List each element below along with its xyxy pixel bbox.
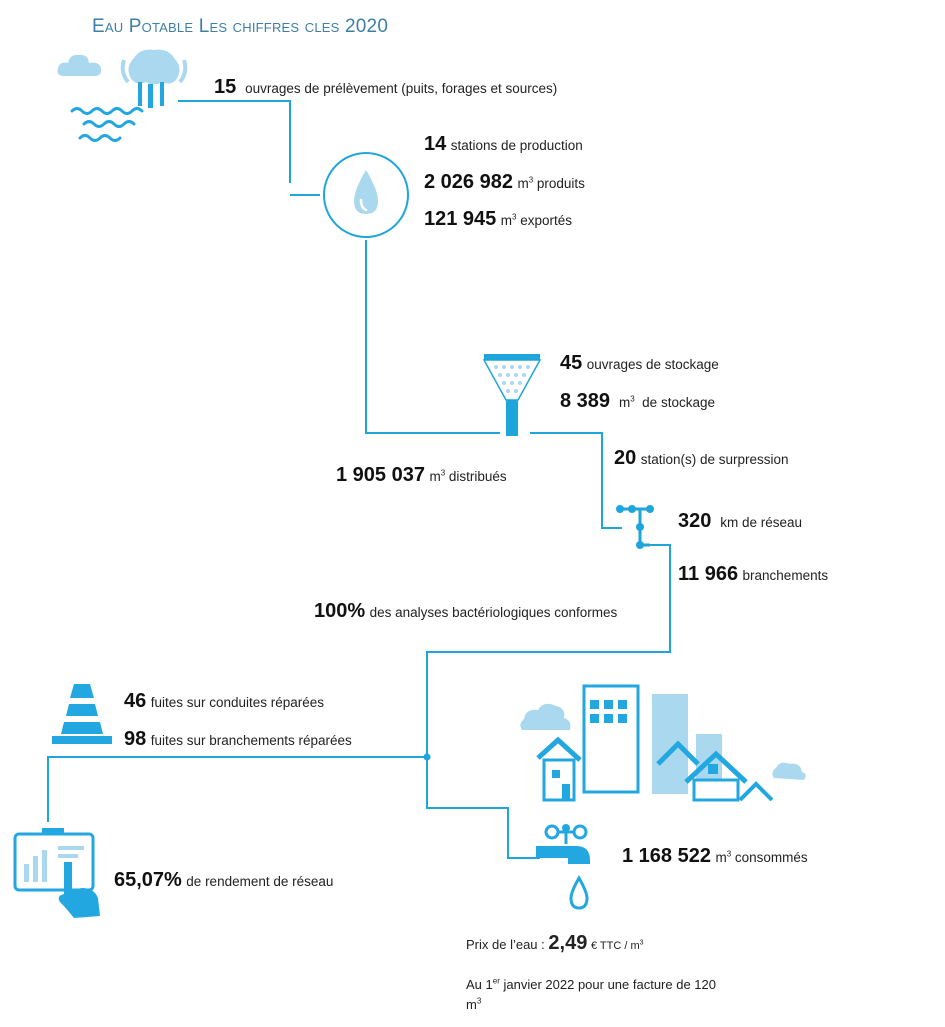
prix-eau: Prix de l’eau : 2,49 € TTC / $m^3$ [466, 932, 644, 954]
traffic-cone-icon [50, 680, 114, 746]
stat-distribues: 1 905 037 $m^3$ distribués [336, 464, 507, 486]
stat-stations-production: 14 stations de production [424, 133, 583, 155]
water-tower-icon [480, 350, 544, 438]
city-buildings-icon [518, 684, 808, 829]
stat-fuites-conduites: 46 fuites sur conduites réparées [124, 690, 325, 712]
pipe-network-icon [606, 497, 662, 555]
stat-surpression: 20 station(s) de surpression [614, 447, 789, 469]
water-waves-icon [70, 106, 144, 146]
stat-m3-produits: 2 026 982 $m^3$ produits [424, 171, 585, 193]
stat-analyses: 100% des analyses bactériologiques conformes [314, 600, 618, 622]
stat-ouvrages-stockage: 45 ouvrages de stockage [560, 352, 719, 374]
stat-m3-stockage: 8 389 $m^3$ de stockage [560, 390, 715, 412]
faucet-icon [536, 818, 608, 914]
water-drop-icon [321, 150, 411, 240]
dashboard-touch-icon [12, 828, 104, 922]
stat-branchements: 11 966 branchements [678, 563, 829, 585]
stat-prelevement: 15 ouvrages de prélèvement (puits, forages et sources) [214, 76, 558, 98]
cloud-icon [56, 48, 104, 80]
stat-m3-exportes: 121 945 $m^3$ exportés [424, 208, 572, 230]
stat-fuites-branchements: 98 fuites sur branchements réparées [124, 728, 352, 750]
page-title: Eau Potable Les chiffres cles 2020 [92, 16, 389, 37]
stat-reseau: 320 km de réseau [678, 510, 803, 532]
tree-icon [118, 44, 190, 108]
prix-note: Au 1er janvier 2022 pour une facture de 120 $m^3$ [466, 976, 716, 1012]
stat-rendement: 65,07% de rendement de réseau [114, 869, 334, 891]
stat-consommes: 1 168 522 $m^3$ consommés [622, 845, 808, 867]
